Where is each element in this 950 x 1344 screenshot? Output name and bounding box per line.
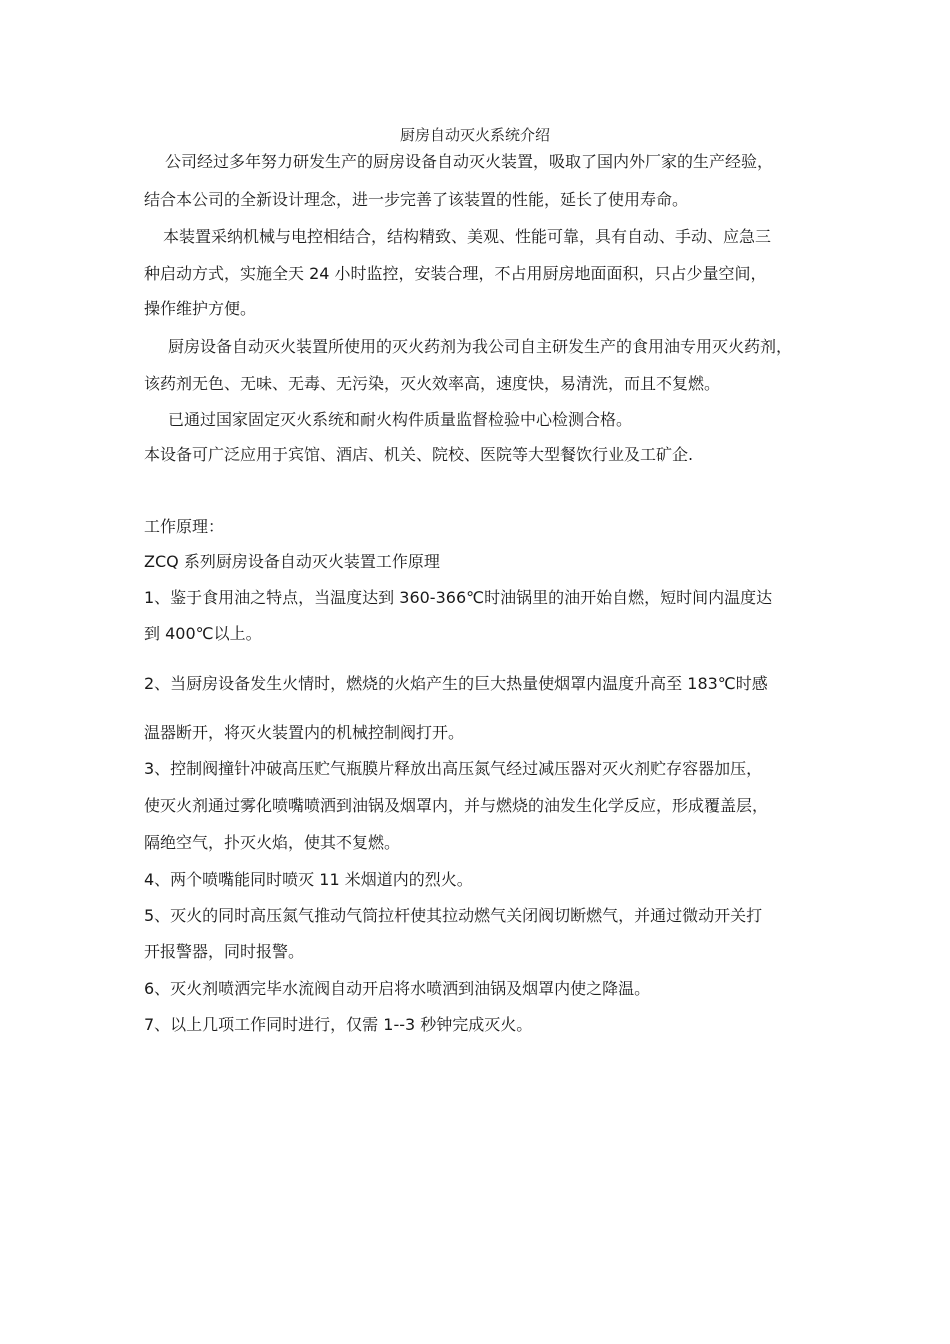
intro-line: 本设备可广泛应用于宾馆、酒店、机关、院校、医院等大型餐饮行业及工矿企. [144,445,694,464]
principle-heading: 工作原理： [144,517,225,536]
intro-line: 结合本公司的全新设计理念，进一步完善了该装置的性能，延长了使用寿命。 [144,190,689,209]
principle-line: 6、灭火剂喷洒完毕水流阀自动开启将水喷洒到油锅及烟罩内使之降温。 [144,979,651,998]
principle-line: 7、以上几项工作同时进行，仅需 1--3 秒钟完成灭火。 [144,1015,533,1034]
intro-line: 该药剂无色、无味、无毒、无污染，灭火效率高，速度快，易清洗，而且不复燃。 [144,374,721,393]
intro-line: 已通过国家固定灭火系统和耐火构件质量监督检验中心检测合格。 [168,410,633,429]
principle-line: 1、鉴于食用油之特点，当温度达到 360-366℃时油锅里的油开始自燃，短时间内温度达 [144,588,773,607]
principle-line: 4、两个喷嘴能同时喷灭 11 米烟道内的烈火。 [144,870,473,889]
intro-line: 种启动方式，实施全天 24 小时监控，安装合理，不占用厨房地面面积，只占少量空间， [144,264,767,283]
principle-line: 到 400℃以上。 [144,624,262,643]
principle-line: 2、当厨房设备发生火情时，燃烧的火焰产生的巨大热量使烟罩内温度升高至 183℃时感 [144,674,768,693]
principle-line: 5、灭火的同时高压氮气推动气筒拉杆使其拉动燃气关闭阀切断燃气，并通过微动开关打 [144,906,763,925]
intro-line: 操作维护方便。 [144,299,257,318]
intro-line: 本装置采纳机械与电控相结合，结构精致、美观、性能可靠，具有自动、手动、应急三 [163,227,772,246]
intro-line: 公司经过多年努力研发生产的厨房设备自动灭火装置，吸取了国内外厂家的生产经验， [165,152,774,171]
principle-line: 温器断开，将灭火装置内的机械控制阀打开。 [144,723,465,742]
principle-subheading: ZCQ 系列厨房设备自动灭火装置工作原理 [144,552,440,571]
principle-line: 开报警器，同时报警。 [144,942,305,961]
principle-line: 使灭火剂通过雾化喷嘴喷洒到油锅及烟罩内，并与燃烧的油发生化学反应，形成覆盖层， [144,796,769,815]
principle-line: 隔绝空气，扑灭火焰，使其不复燃。 [144,833,401,852]
intro-line: 厨房设备自动灭火装置所使用的灭火药剂为我公司自主研发生产的食用油专用灭火药剂， [168,337,793,356]
document-title: 厨房自动灭火系统介绍 [399,126,550,144]
principle-line: 3、控制阀撞针冲破高压贮气瓶膜片释放出高压氮气经过减压器对灭火剂贮存容器加压， [144,759,763,778]
